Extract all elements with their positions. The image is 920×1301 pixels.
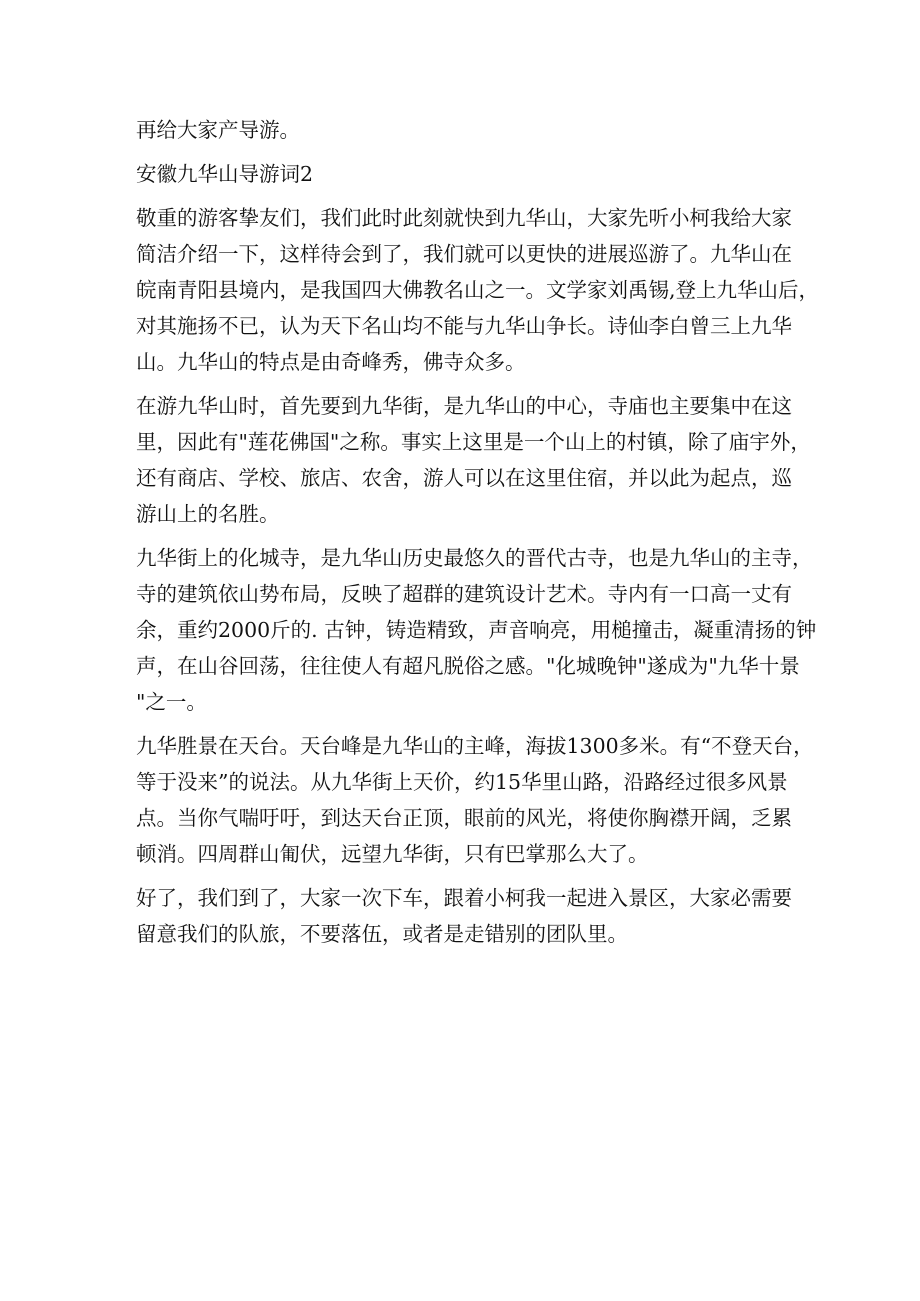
text-line: 再给大家产导游。 (136, 118, 300, 142)
text-line: 皖南青阳县境内，是我国四大佛教名山之一。文学家刘禹锡,登上九华山后， (136, 278, 820, 302)
paragraph-tiantai (136, 728, 814, 872)
paragraph-greeting (136, 200, 820, 380)
text-line: 敬重的游客挚友们，我们此时此刻就快到九华山，大家先听小柯我给大家 (136, 206, 792, 230)
text-line: 山。九华山的特点是由奇峰秀，佛寺众多。 (136, 350, 526, 374)
text-line: 等于没来”的说法。从九华街上天价，约15华里山路，沿路经过很多风景 (136, 770, 788, 794)
paragraph-huacheng-temple (136, 540, 817, 720)
text-line: 里，因此有"莲花佛国"之称。事实上这里是一个山上的村镇，除了庙宇外， (136, 430, 811, 454)
paragraph-intro-end (136, 112, 790, 148)
document-body (136, 112, 820, 960)
text-line: 对其施扬不已，认为天下名山均不能与九华山争长。诗仙李白曾三上九华 (136, 314, 792, 338)
text-line: 简洁介绍一下，这样待会到了，我们就可以更快的进展巡游了。九华山在 (136, 242, 792, 266)
paragraph-arrival (136, 880, 790, 952)
text-line: 留意我们的队旅，不要落伍，或者是走错别的团队里。 (136, 922, 628, 946)
text-line: 游山上的名胜。 (136, 502, 280, 526)
text-line: 安徽九华山导游词2 (136, 162, 314, 186)
text-line: 声，在山谷回荡，往往使人有超凡脱俗之感。"化城晚钟"遂成为"九华十景 (136, 654, 800, 678)
section-heading (136, 156, 790, 192)
text-line: 在游九华山时，首先要到九华街，是九华山的中心，寺庙也主要集中在这 (136, 394, 792, 418)
text-line: 好了，我们到了，大家一次下车，跟着小柯我一起进入景区，大家必需要 (136, 886, 792, 910)
text-line: 点。当你气喘吁吁，到达天台正顶，眼前的风光，将使你胸襟开阔，乏累 (136, 806, 792, 830)
paragraph-jiuhua-street (136, 388, 811, 532)
text-line: 余，重约2000斤的. 古钟，铸造精致，声音响亮，用槌撞击，凝重清扬的钟 (136, 618, 817, 642)
text-line: "之一。 (136, 690, 207, 714)
text-line: 顿消。四周群山匍伏，远望九华街，只有巴掌那么大了。 (136, 842, 649, 866)
text-line: 还有商店、学校、旅店、农舍，游人可以在这里住宿，并以此为起点，巡 (136, 466, 792, 490)
text-line: 寺的建筑依山势布局，反映了超群的建筑设计艺术。寺内有一口高一丈有 (136, 582, 792, 606)
text-line: 九华街上的化城寺，是九华山历史最悠久的晋代古寺，也是九华山的主寺， (136, 546, 813, 570)
text-line: 九华胜景在天台。天台峰是九华山的主峰，海拔1300多米。有“不登天台， (136, 734, 814, 758)
